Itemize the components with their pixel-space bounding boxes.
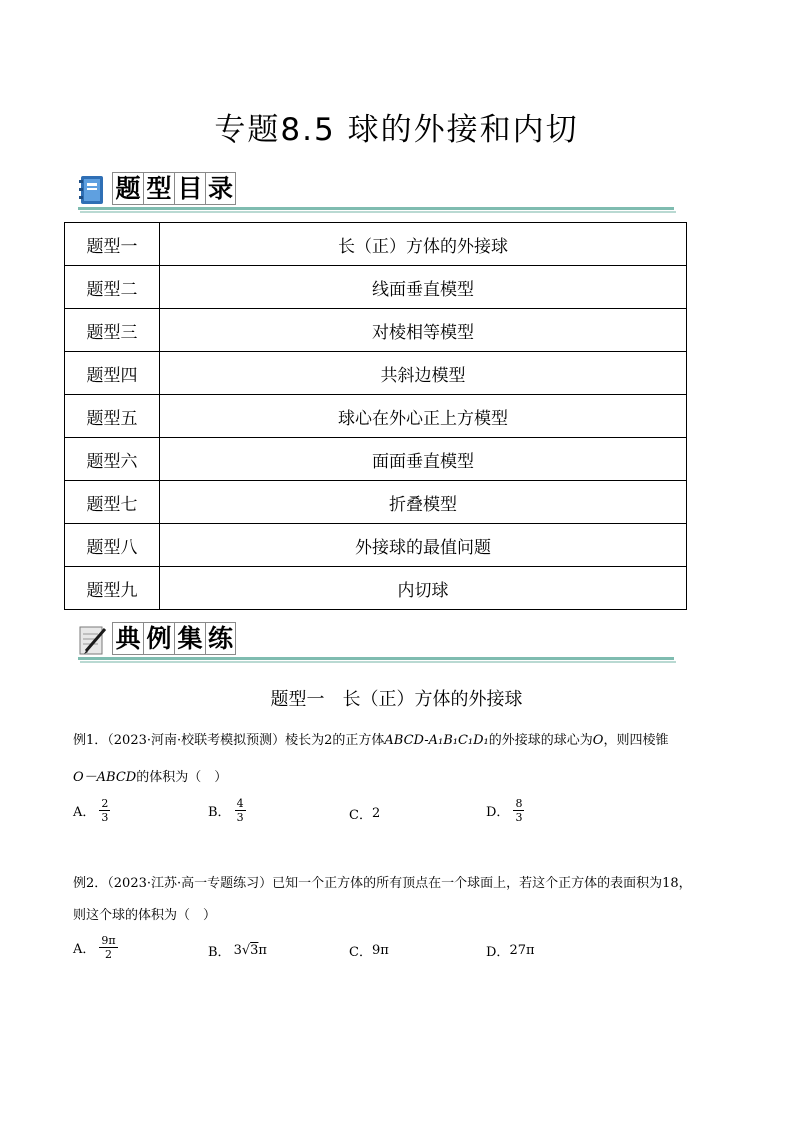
ex1-suffix: ，则四棱锥	[603, 733, 669, 748]
option-label: C．	[349, 945, 372, 960]
examples-header-char: 集	[174, 622, 205, 655]
ex1-option-a[interactable]	[73, 797, 110, 824]
ex1-prefix: 例1．（2023·河南·校联考模拟预测）棱长为2的正方体	[73, 733, 385, 748]
toc-label: 题型五	[65, 395, 160, 438]
toc-label: 题型四	[65, 352, 160, 395]
coefficient: 3	[233, 943, 242, 958]
toc-header-char: 型	[143, 172, 174, 205]
pi-symbol: π	[258, 943, 267, 958]
ex1-center-var: O	[592, 733, 604, 748]
option-value: 2	[371, 806, 381, 821]
toc-label: 题型八	[65, 524, 160, 567]
header-rule-shadow	[80, 661, 676, 663]
toc-header-char: 录	[205, 172, 236, 205]
toc-topic: 长（正）方体的外接球	[160, 223, 687, 266]
table-row	[65, 223, 687, 266]
ex2-option-a[interactable]	[73, 934, 118, 961]
fraction	[99, 797, 110, 824]
toc-topic: 共斜边模型	[160, 352, 687, 395]
toc-topic: 面面垂直模型	[160, 438, 687, 481]
examples-section-header	[78, 622, 676, 664]
notepad-pencil-icon	[78, 624, 108, 656]
toc-label: 题型二	[65, 266, 160, 309]
toc-label: 题型七	[65, 481, 160, 524]
toc-label: 题型三	[65, 309, 160, 352]
fraction	[235, 797, 246, 824]
toc-label: 题型六	[65, 438, 160, 481]
ex2-option-d[interactable]	[486, 941, 535, 960]
numerator: 9π	[101, 934, 116, 947]
ex2-option-c[interactable]	[349, 941, 389, 960]
toc-label: 题型九	[65, 567, 160, 610]
table-row	[65, 567, 687, 610]
option-label: B．	[208, 805, 231, 820]
option-value: 9π	[371, 943, 389, 958]
ex1-line1	[73, 729, 668, 748]
header-rule-shadow	[80, 211, 676, 213]
toc-topic: 对棱相等模型	[160, 309, 687, 352]
table-row	[65, 524, 687, 567]
toc-topic: 折叠模型	[160, 481, 687, 524]
table-row	[65, 395, 687, 438]
examples-header-char: 练	[205, 622, 236, 655]
section-title: 题型一 长（正）方体的外接球	[270, 689, 523, 710]
option-label: A．	[73, 942, 96, 957]
option-label: C．	[349, 808, 372, 823]
toc-topic: 外接球的最值问题	[160, 524, 687, 567]
toc-table	[64, 222, 687, 610]
fraction	[513, 797, 524, 824]
table-row	[65, 481, 687, 524]
ex2-line2: 则这个球的体积为（ ）	[73, 908, 217, 923]
ex1-pyramid-name: O－ABCD	[73, 770, 137, 785]
ex1-cube-name: ABCD-A₁B₁C₁D₁	[384, 733, 489, 748]
table-row	[65, 266, 687, 309]
table-row	[65, 309, 687, 352]
toc-topic: 内切球	[160, 567, 687, 610]
header-rule	[78, 207, 674, 210]
notebook-icon	[78, 174, 108, 206]
toc-topic: 球心在外心正上方模型	[160, 395, 687, 438]
denominator: 3	[101, 811, 109, 824]
toc-header-char: 目	[174, 172, 205, 205]
option-label: A．	[73, 805, 96, 820]
table-row	[65, 352, 687, 395]
sqrt-sign: √	[241, 943, 251, 958]
toc-topic: 线面垂直模型	[160, 266, 687, 309]
numerator: 2	[101, 797, 109, 810]
ex2-line1: 例2．（2023·江苏·高一专题练习）已知一个正方体的所有顶点在一个球面上，若这个正方体的表面积为18，	[73, 876, 692, 891]
toc-header-char: 题	[112, 172, 143, 205]
ex1-option-d[interactable]	[486, 797, 524, 824]
ex1-question-end: 的体积为（ ）	[136, 770, 228, 785]
examples-header-char: 典	[112, 622, 143, 655]
ex2-option-b[interactable]	[208, 941, 267, 960]
examples-header-char: 例	[143, 622, 174, 655]
option-value: 27π	[509, 943, 535, 958]
document-title: 专题8.5 球的外接和内切	[214, 112, 579, 148]
numerator: 8	[515, 797, 523, 810]
denominator: 3	[515, 811, 523, 824]
option-label: D．	[486, 945, 510, 960]
toc-label: 题型一	[65, 223, 160, 266]
header-rule	[78, 657, 674, 660]
denominator: 2	[105, 948, 112, 961]
ex1-option-c[interactable]	[349, 804, 380, 823]
denominator: 3	[236, 811, 244, 824]
table-row	[65, 438, 687, 481]
ex1-option-b[interactable]	[208, 797, 246, 824]
fraction	[99, 934, 117, 961]
ex1-line2	[73, 766, 227, 785]
radicand: 3	[250, 943, 259, 958]
option-label: D．	[486, 805, 510, 820]
numerator: 4	[236, 797, 244, 810]
toc-section-header	[78, 172, 676, 214]
option-label: B．	[208, 945, 231, 960]
ex1-mid: 的外接球的球心为	[488, 733, 593, 748]
